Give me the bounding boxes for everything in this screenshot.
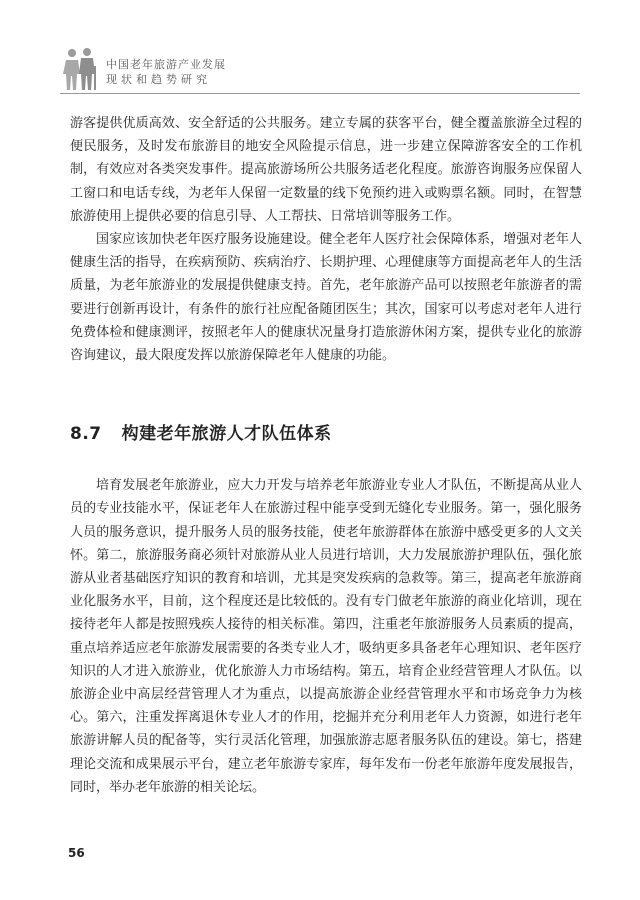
- section-heading: [70, 419, 582, 444]
- page-number: 56: [68, 846, 85, 860]
- body-paragraph-1: 游客提供优质高效、安全舒适的公共服务。建立专属的获客平台，健全覆盖旅游全过程的便民服务，及时发布旅游目的地安全风险提示信息，进一步建立保障游客安全的工作机制，有效应对各类突发事件。提高旅游场所公共服务适老化程度。旅游咨询服务应保留人工窗口和电话专线，为老年人保留一定数量的线下免预约进入或购票名额。同时，在智慧旅游使用上提供必要的信息引导、人工帮扶、日常培训等服务工作。: [70, 116, 582, 224]
- section-paragraph: 培育发展老年旅游业，应大力开发与培养老年旅游业专业人才队伍，不断提高从业人员的专业技能水平，保证老年人在旅游过程中能享受到无缝化专业服务。第一，强化服务人员的服务意识，提升服务人员的服务技能，使老年旅游群体在旅游中感受更多的人文关怀。第二，旅游服务商必须针对旅游从业人员进行培训，大力发展旅游护理队伍，强化旅游从业者基础医疗知识的教育和培训，尤其是突发疾病的急救等。第三，提高老年旅游商业化服务水平，目前，这个程度还是比较低的。没有专门做老年旅游的商业化培训，现在接待老年人都是按照残疾人接待的相关标准。第四，注重老年旅游服务人员素质的提高，重点培养适应老年旅游发展需要的各类专业人才，吸纳更多具备老年心理知识、老年医疗知识的人才进入旅游业，优化旅游人力市场结构。第五，培育企业经营管理人才队伍。以旅游企业中高层经营管理人才为重点，以提高旅游企业经营管理水平和市场竞争力为核心。第六，注重发挥离退休专业人才的作用，挖掘并充分利用老年人力资源，如进行老年旅游讲解人员的配备等，实行灵活化管理，加强旅游志愿者服务队伍的建设。第七，搭建理论交流和成果展示平台，建立老年旅游专家库，每年发布一份老年旅游年度发展报告，同时，举办老年旅游的相关论坛。: [70, 478, 582, 795]
- book-title: 中国老年旅游产业发展: [106, 58, 226, 71]
- book-subtitle: 现状和趋势研究: [106, 73, 211, 86]
- body-paragraph-2: 国家应该加快老年医疗服务设施建设。健全老年人医疗社会保障体系，增强对老年人健康生活的指导，在疾病预防、疾病治疗、长期护理、心理健康等方面提高老年人的生活质量，为老年旅游业的发展提供健康支持。首先，老年旅游产品可以按照老年旅游者的需要进行创新再设计，有条件的旅行社应配备随团医生；其次，国家可以考虑对老年人进行免费体检和健康测评，按照老年人的健康状况量身打造旅游休闲方案，提供专业化的旅游咨询建议，最大限度发挥以旅游保障老年人健康的功能。: [70, 232, 582, 364]
- header-divider: [60, 93, 580, 94]
- page-body: [70, 112, 582, 799]
- elderly-couple-icon: [60, 46, 102, 92]
- page-header: [60, 46, 580, 94]
- section-title: 构建老年旅游人才队伍体系: [121, 424, 332, 445]
- section-number: 8.7: [70, 424, 102, 445]
